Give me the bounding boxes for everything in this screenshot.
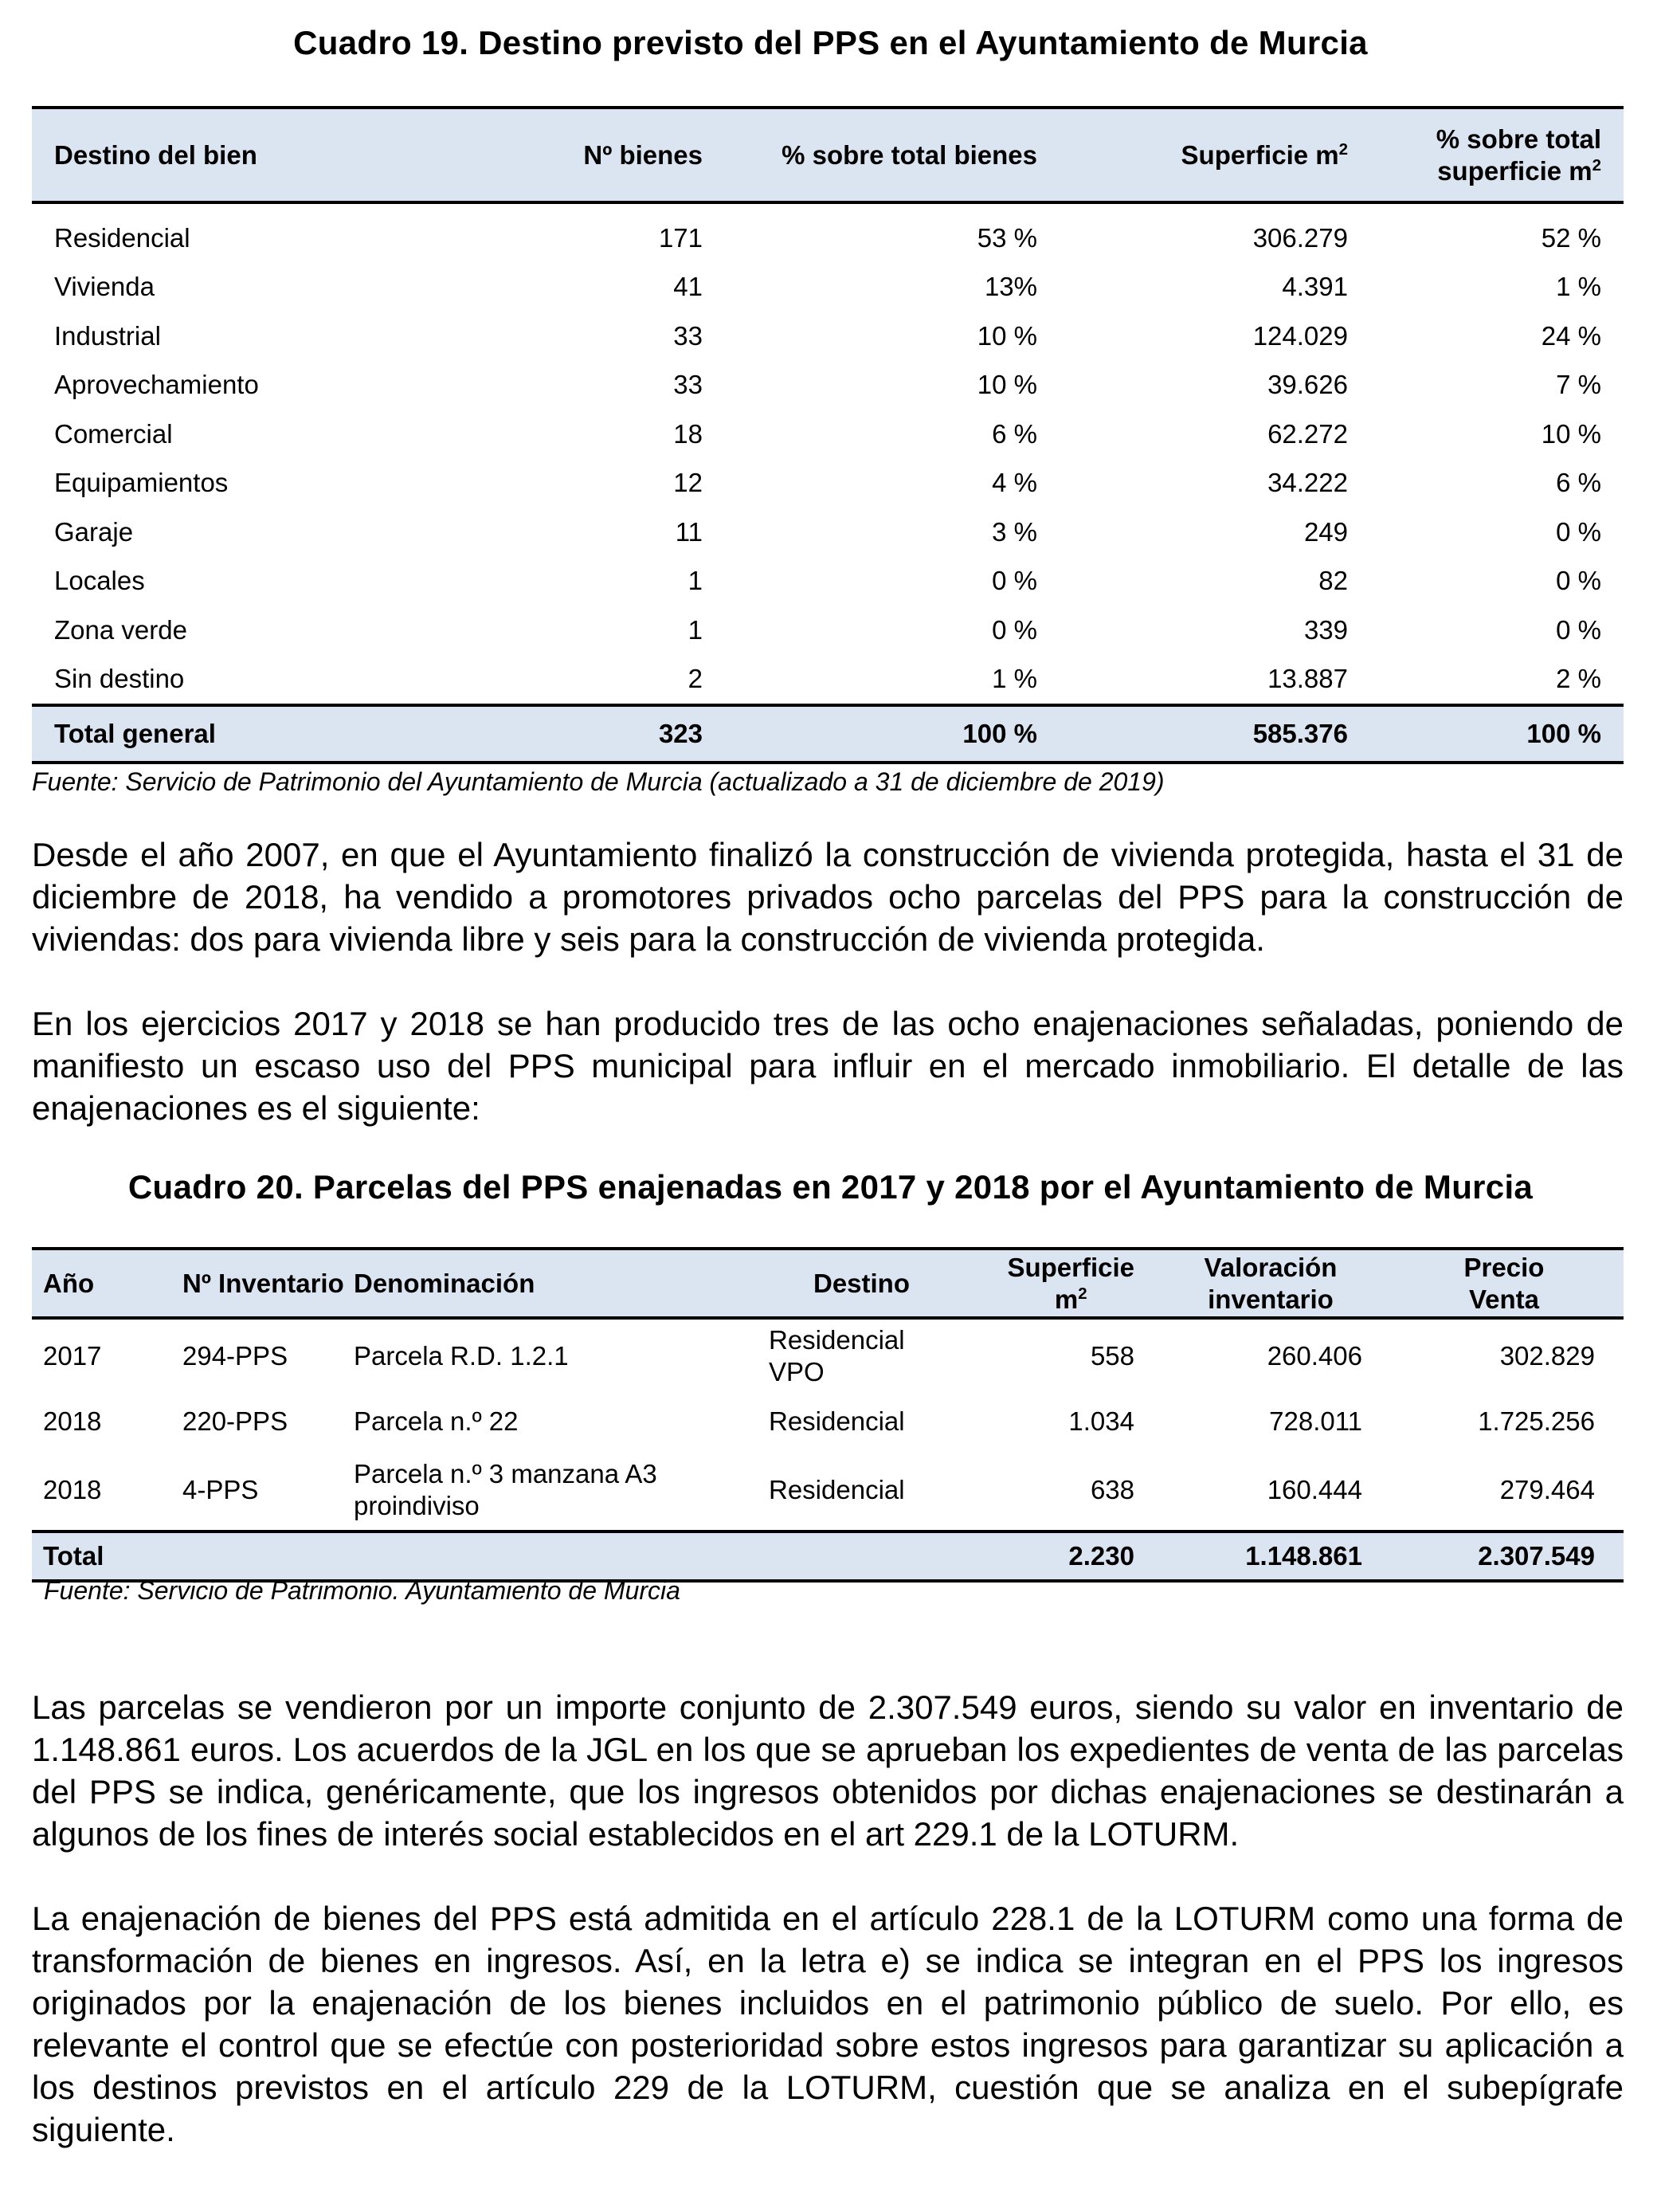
table19-total-row [32, 705, 1624, 763]
col-pct-superficie-header: % sobre total superficie $m^2$ [1370, 108, 1624, 202]
table-row [32, 1318, 1624, 1393]
table20-caption: Cuadro 20. Parcelas del PPS enajenadas en 2017 y 2018 por el Ayuntamiento de Murcia [127, 1168, 1534, 1206]
cell-destino: Vivienda [54, 272, 155, 302]
paragraph-4: La enajenación de bienes del PPS está admitida en el artículo 228.1 de la LOTURM como una forma de transformación de bienes en ingresos. Así, en la letra e) se indica se integran en el PPS los ingresos originados por la enajenación de los bienes incluidos en el patrimonio público de suelo. Por ello, es relevante el control que se efectúe con posterioridad sobre estos ingresos para garantizar su aplicación a los destinos previstos en el artículo 229 de la LOTURM, cuestión que se analiza en el subepígrafe siguiente. [32, 1900, 1624, 2148]
cell-superficie: 39.626 [1267, 370, 1348, 400]
cell-destino: Comercial [54, 418, 173, 449]
cell-bienes: 171 [658, 222, 703, 253]
cell-superficie: 13.887 [1267, 664, 1348, 694]
cell-pct-superficie: 6 % [1556, 468, 1601, 498]
cell-pct-superficie: 0 % [1556, 516, 1601, 547]
col-inventario-header: Nº Inventario [171, 1249, 343, 1318]
cell-pct-bienes: 0 % [992, 614, 1037, 645]
cell-denominacion: Parcela n.º 3 manzana A3 proindiviso [354, 1459, 657, 1520]
table-row [32, 655, 1624, 706]
cell-anio: 2018 [43, 1406, 102, 1436]
cell-precio: 279.464 [1499, 1475, 1595, 1504]
cell-denominacion: Parcela R.D. 1.2.1 [354, 1341, 569, 1371]
cell-pct-bienes: 3 % [992, 516, 1037, 547]
cell-denominacion: Parcela n.º 22 [354, 1406, 519, 1436]
cell-anio: 2018 [43, 1475, 102, 1504]
table-row [32, 410, 1624, 459]
cell-pct-superficie: 7 % [1556, 370, 1601, 400]
table-row [32, 459, 1624, 508]
table-row [32, 606, 1624, 655]
cell-superficie: 1.034 [1068, 1406, 1134, 1436]
table-row [32, 202, 1624, 263]
cell-destino: Garaje [54, 516, 134, 547]
cell-inventario: 220-PPS [182, 1406, 288, 1436]
cell-superficie: 306.279 [1252, 222, 1348, 253]
table-row [32, 361, 1624, 410]
paragraph-2: En los ejercicios 2017 y 2018 se han producido tres de las ocho enajenaciones señaladas, poniendo de manifiesto un escaso uso del PPS municipal para influir en el mercado inmobiliario. El detalle de las enajenaciones es el siguiente: [32, 1005, 1624, 1127]
table-row [32, 263, 1624, 312]
cell-bienes: 33 [673, 320, 703, 351]
cell-destino: Residencial [769, 1406, 905, 1436]
cell-destino: Residencial VPO [769, 1325, 905, 1386]
col-denominacion-header: Denominación [343, 1249, 737, 1318]
cell-pct-superficie: 10 % [1541, 418, 1601, 449]
cell-pct-bienes: 13% [984, 272, 1037, 302]
total-pct-superficie: 100 % [1370, 705, 1624, 763]
cell-inventario: 4-PPS [182, 1475, 259, 1504]
cell-superficie: 558 [1090, 1341, 1134, 1371]
table20-source: Fuente: Servicio de Patrimonio. Ayuntamiento de Murcia [44, 1576, 680, 1605]
cell-anio: 2017 [43, 1341, 102, 1371]
paragraph-1: Desde el año 2007, en que el Ayuntamiento finalizó la construcción de vivienda protegida, hasta el 31 de diciembre de 2018, ha vendido a promotores privados ocho parcelas del PPS para la construcción de viviendas: dos para vivienda libre y seis para la construcción de vivienda protegida. [32, 836, 1624, 958]
table-row [32, 312, 1624, 361]
cell-pct-bienes: 6 % [992, 418, 1037, 449]
total-bienes: 323 [486, 705, 725, 763]
cell-bienes: 33 [673, 370, 703, 400]
total-pct-bienes: 100 % [725, 705, 1060, 763]
cell-valoracion: 728.011 [1269, 1406, 1362, 1436]
table20-header-row [32, 1249, 1624, 1318]
table19-caption: Cuadro 19. Destino previsto del PPS en el Ayuntamiento de Murcia [293, 24, 1368, 61]
paragraph-3: Las parcelas se vendieron por un importe conjunto de 2.307.549 euros, siendo su valor en inventario de 1.148.861 euros. Los acuerdos de la JGL en los que se aprueban los expedientes de venta de las parcelas del PPS se indica, genéricamente, que los ingresos obtenidos por dichas enajenaciones se destinarán a algunos de los fines de interés social establecidos en el art 229.1 de la LOTURM. [32, 1688, 1624, 1853]
cell-pct-bienes: 4 % [992, 468, 1037, 498]
col-superficie-header: Superficie $m^2$ [932, 1249, 1157, 1318]
cell-valoracion: 160.444 [1267, 1475, 1362, 1504]
col-bienes-header: Nº bienes [486, 108, 725, 202]
cell-precio: 302.829 [1499, 1341, 1595, 1371]
cell-superficie: 249 [1303, 516, 1348, 547]
table20-total-row [32, 1532, 1624, 1581]
cell-superficie: 124.029 [1252, 320, 1348, 351]
cell-pct-bienes: 10 % [977, 370, 1037, 400]
total-valoracion: 1.148.861 [1157, 1532, 1385, 1581]
cell-destino: Residencial [54, 222, 190, 253]
table-row [32, 1393, 1624, 1450]
cell-superficie: 638 [1090, 1475, 1134, 1504]
col-anio-header: Año [32, 1249, 171, 1318]
col-destino-header: Destino [737, 1249, 932, 1318]
cell-destino: Residencial [769, 1475, 905, 1504]
table-row [32, 557, 1624, 606]
col-pct-bienes-header: % sobre total bienes [725, 108, 1060, 202]
table19-source: Fuente: Servicio de Patrimonio del Ayuntamiento de Murcia (actualizado a 31 de diciembre de 2019) [32, 767, 1165, 796]
cell-pct-superficie: 2 % [1556, 664, 1601, 694]
cell-pct-bienes: 53 % [977, 222, 1037, 253]
total-precio: 2.307.549 [1385, 1532, 1624, 1581]
total-label: Total [32, 1532, 171, 1581]
total-superficie: 585.376 [1060, 705, 1370, 763]
col-superficie-header: Superficie $m^2$ [1060, 108, 1370, 202]
cell-pct-superficie: 52 % [1541, 222, 1601, 253]
col-destino-header: Destino del bien [32, 108, 486, 202]
table-row [32, 508, 1624, 557]
cell-bienes: 12 [673, 468, 703, 498]
cell-superficie: 82 [1318, 566, 1348, 596]
table19 [32, 106, 1624, 764]
cell-bienes: 18 [673, 418, 703, 449]
cell-bienes: 11 [675, 516, 703, 547]
cell-destino: Aprovechamiento [54, 370, 259, 400]
cell-valoracion: 260.406 [1267, 1341, 1362, 1371]
cell-destino: Equipamientos [54, 468, 229, 498]
cell-pct-superficie: 0 % [1556, 614, 1601, 645]
total-label: Total general [32, 705, 486, 763]
cell-superficie: 339 [1303, 614, 1348, 645]
cell-bienes: 1 [688, 614, 703, 645]
table19-header-row [32, 108, 1624, 202]
cell-superficie: 34.222 [1267, 468, 1348, 498]
cell-pct-superficie: 1 % [1556, 272, 1601, 302]
table-row [32, 1450, 1624, 1532]
cell-pct-superficie: 24 % [1541, 320, 1601, 351]
cell-destino: Industrial [54, 320, 161, 351]
cell-superficie: 4.391 [1282, 272, 1348, 302]
cell-pct-bienes: 1 % [992, 664, 1037, 694]
cell-inventario: 294-PPS [182, 1341, 288, 1371]
cell-destino: Locales [54, 566, 145, 596]
table20 [32, 1247, 1624, 1583]
col-precio-header: Precio Venta [1385, 1249, 1624, 1318]
cell-pct-superficie: 0 % [1556, 566, 1601, 596]
cell-bienes: 41 [673, 272, 703, 302]
col-valoracion-header: Valoración inventario [1157, 1249, 1385, 1318]
cell-superficie: 62.272 [1267, 418, 1348, 449]
cell-bienes: 1 [688, 566, 703, 596]
cell-destino: Sin destino [54, 664, 185, 694]
cell-pct-bienes: 10 % [977, 320, 1037, 351]
cell-bienes: 2 [688, 664, 703, 694]
cell-destino: Zona verde [54, 614, 187, 645]
total-superficie: 2.230 [932, 1532, 1157, 1581]
cell-precio: 1.725.256 [1478, 1406, 1595, 1436]
cell-pct-bienes: 0 % [992, 566, 1037, 596]
